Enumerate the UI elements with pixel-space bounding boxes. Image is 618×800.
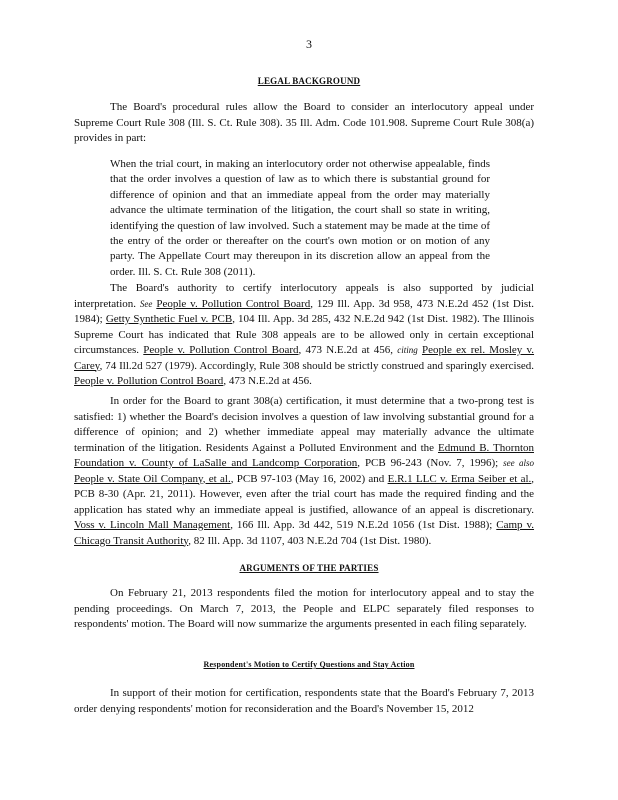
paragraph-procedural-rules: The Board's procedural rules allow the Board to consider an interlocutory appeal under Supreme Court Rule 308 (Ill. S. Ct. Rule 308). 35 Ill. Adm. Code 101.908. Supreme Court Rule 308(a) provides in part:	[74, 101, 534, 144]
signal-see-also: see also	[503, 458, 535, 468]
case-citation: Getty Synthetic Fuel v. PCB	[105, 313, 233, 325]
signal-citing: citing	[397, 345, 418, 355]
signal-see: See	[139, 298, 153, 309]
heading-text: Respondent's Motion to Certify Questions and Stay Action	[203, 660, 415, 669]
page-number: 3	[306, 37, 312, 51]
paragraph-authority	[74, 281, 534, 390]
text-run: , 104 Ill. App. 3d 285, 432 N.E.2d 942 (1st Dist. 1982). The Illinois Supreme Court has indicated that Rule 308 appeals are to be allowed only in certain exceptional circumstances.	[74, 313, 535, 356]
text-run: , PCB 8-30 (Apr. 21, 2011). However, even after the trial court has made the required finding and the application has stated why an immediate appeal is justified, allowance of an appeal is discretionary.	[74, 472, 535, 516]
case-citation: E.R.1 LLC v. Erma Seiber et al.	[387, 472, 532, 485]
case-citation: People ex rel. Mosley v. Carey	[74, 344, 535, 372]
paragraph-two-prong-test	[74, 394, 534, 549]
paragraph-filings: On February 21, 2013 respondents filed the motion for interlocutory appeal and to stay the pending proceedings. On March 7, 2013, the People and ELPC separately filed responses to respondents' motion. The Board will now summarize the arguments presented in each filing separately.	[74, 587, 534, 630]
case-citation: Camp v. Chicago Transit Authority	[74, 519, 535, 547]
case-citation: People v. State Oil Company, et al.	[74, 472, 231, 485]
text-run: , PCB 97-103 (May 16, 2002) and	[230, 472, 385, 485]
text-run: , PCB 96-243 (Nov. 7, 1996);	[357, 457, 499, 469]
text-run: , 82 Ill. App. 3d 1107, 403 N.E.2d 704 (1st Dist. 1980).	[188, 534, 432, 547]
text-run: The Board's authority to certify interlocutory appeals is also supported by judicial interpretation.	[74, 282, 534, 310]
text-run: , 74 Ill.2d 527 (1979). Accordingly, Rule 308 should be strictly construed and sparingly exercised.	[99, 359, 534, 372]
rule-308-quote: When the trial court, in making an interlocutory order not otherwise appealable, finds that the order involves a question of law as to which there is substantial ground for difference of opinion and that an immediate appeal from the order may materially advance the ultimate termination of the litigation, the court shall so state in writing, identifying the question of law involved. Such a statement may be made at the time of the entry of the order or thereafter on the court's own motion or on motion of any party. The Appellate Court may thereupon in its discretion allow an appeal from the order. Ill. S. Ct. Rule 308 (2011).	[110, 158, 490, 278]
case-citation: People v. Pollution Control Board	[156, 297, 311, 310]
case-citation: People v. Pollution Control Board	[74, 375, 224, 387]
heading-text: LEGAL BACKGROUND	[257, 76, 361, 86]
respondents-motion-heading	[0, 660, 618, 669]
heading-text: ARGUMENTS OF THE PARTIES	[239, 563, 379, 573]
text-run: In order for the Board to grant 308(a) certification, it must determine that a two-prong test is satisfied: 1) whether the Board's decision involves a question of law involving substantial ground for a difference of opinion; and 2) whether immediate appeal may materially advance the ultimate termination of the litigation. Residents Against a Polluted Environment and the	[74, 395, 534, 454]
text-run: , 473 N.E.2d at 456,	[298, 344, 393, 356]
case-citation: People v. Pollution Control Board	[143, 344, 299, 356]
arguments-heading	[0, 563, 618, 573]
case-citation: Edmund B. Thornton Foundation v. County of LaSalle and Landcomp Corporation	[74, 441, 534, 469]
text-run: , 129 Ill. App. 3d 958, 473 N.E.2d 452 (1st Dist. 1984);	[74, 297, 535, 325]
text-run: , 473 N.E.2d at 456.	[223, 375, 312, 387]
paragraph-respondents-support: In support of their motion for certification, respondents state that the Board's February 7, 2013 order denying respondents' motion for reconsideration and the Board's November 15, 2012	[74, 687, 534, 715]
text-run: , 166 Ill. App. 3d 442, 519 N.E.2d 1056 (1st Dist. 1988);	[230, 519, 493, 531]
legal-background-heading	[0, 76, 618, 86]
case-citation: Voss v. Lincoln Mall Management	[74, 519, 231, 531]
